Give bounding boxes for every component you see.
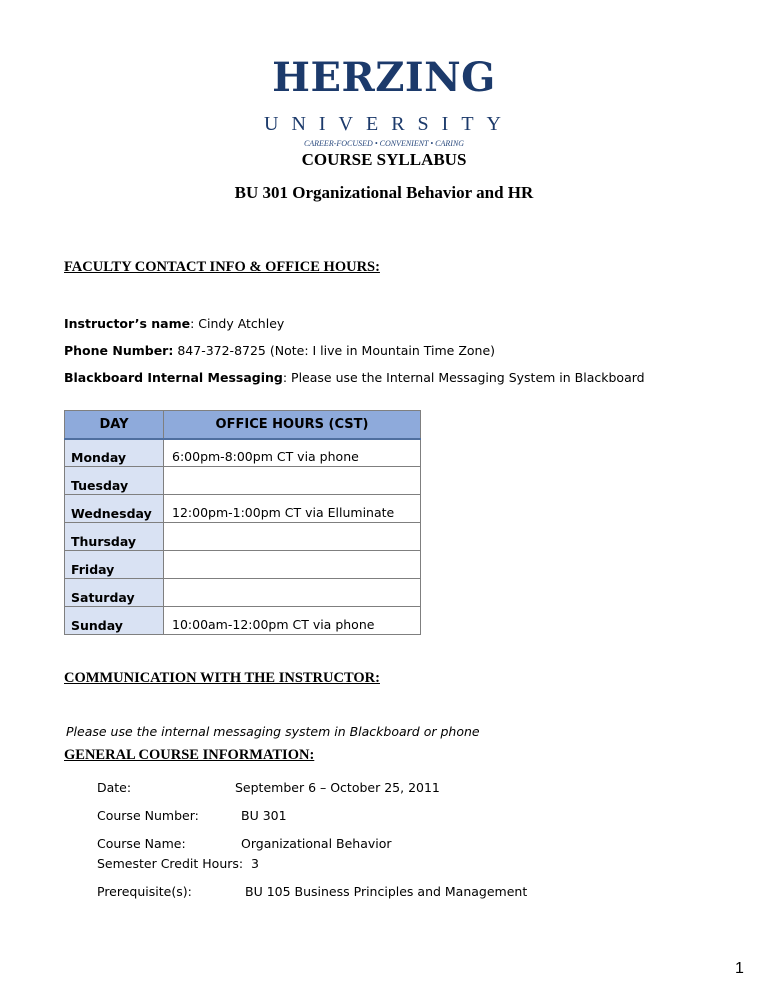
course-name-value: Organizational Behavior (241, 836, 392, 851)
phone-value: 847-372-8725 (Note: I live in Mountain Time Zone) (173, 343, 496, 358)
phone-line (64, 343, 495, 358)
day-cell: Tuesday (65, 467, 164, 495)
table-row (65, 467, 421, 495)
date-value: September 6 – October 25, 2011 (235, 780, 440, 795)
day-cell: Wednesday (65, 495, 164, 523)
communication-heading: COMMUNICATION WITH THE INSTRUCTOR: (64, 670, 380, 686)
table-row (65, 523, 421, 551)
table-row (65, 439, 421, 467)
hours-cell: 6:00pm-8:00pm CT via phone (164, 439, 421, 467)
prerequisite-value: BU 105 Business Principles and Management (245, 884, 528, 899)
course-number-label: Course Number: (97, 808, 199, 823)
university-logo-tagline: CAREER-FOCUSED • CONVENIENT • CARING (303, 139, 465, 148)
hours-cell (164, 467, 421, 495)
general-heading: GENERAL COURSE INFORMATION: (64, 747, 315, 763)
instructor-line (64, 316, 284, 331)
hours-column-header: OFFICE HOURS (CST) (164, 411, 421, 439)
course-title: BU 301 Organizational Behavior and HR (234, 183, 534, 202)
day-column-header: DAY (65, 411, 164, 439)
office-hours-table (64, 410, 421, 635)
hours-cell (164, 579, 421, 607)
communication-text: Please use the internal messaging system in Blackboard or phone (66, 724, 480, 739)
table-row (65, 551, 421, 579)
date-label: Date: (97, 780, 132, 795)
table-row (65, 579, 421, 607)
credit-hours-line: Semester Credit Hours: 3 (97, 856, 260, 871)
faculty-heading: FACULTY CONTACT INFO & OFFICE HOURS: (64, 259, 380, 275)
university-logo-sub: UNIVERSITY (264, 113, 514, 135)
instructor-value: : Cindy Atchley (190, 316, 285, 331)
hours-cell (164, 523, 421, 551)
day-cell: Friday (65, 551, 164, 579)
office-hours-header-row (65, 411, 421, 439)
day-cell: Thursday (65, 523, 164, 551)
document-title: COURSE SYLLABUS (301, 150, 467, 169)
table-row (65, 607, 421, 635)
hours-cell: 10:00am-12:00pm CT via phone (164, 607, 421, 635)
prerequisite-label: Prerequisite(s): (97, 884, 192, 899)
messaging-label: Blackboard Internal Messaging (64, 370, 283, 385)
phone-label: Phone Number: (64, 343, 174, 358)
messaging-line (64, 370, 645, 385)
hours-cell: 12:00pm-1:00pm CT via Elluminate (164, 495, 421, 523)
page-number: 1 (735, 960, 744, 977)
day-cell: Monday (65, 439, 164, 467)
course-name-label: Course Name: (97, 836, 186, 851)
day-cell: Saturday (65, 579, 164, 607)
instructor-label: Instructor’s name (64, 316, 191, 331)
university-logo-name: HERZING (272, 54, 496, 101)
course-number-value: BU 301 (241, 808, 287, 823)
messaging-value: : Please use the Internal Messaging System in Blackboard (282, 370, 645, 385)
hours-cell (164, 551, 421, 579)
table-row (65, 495, 421, 523)
day-cell: Sunday (65, 607, 164, 635)
